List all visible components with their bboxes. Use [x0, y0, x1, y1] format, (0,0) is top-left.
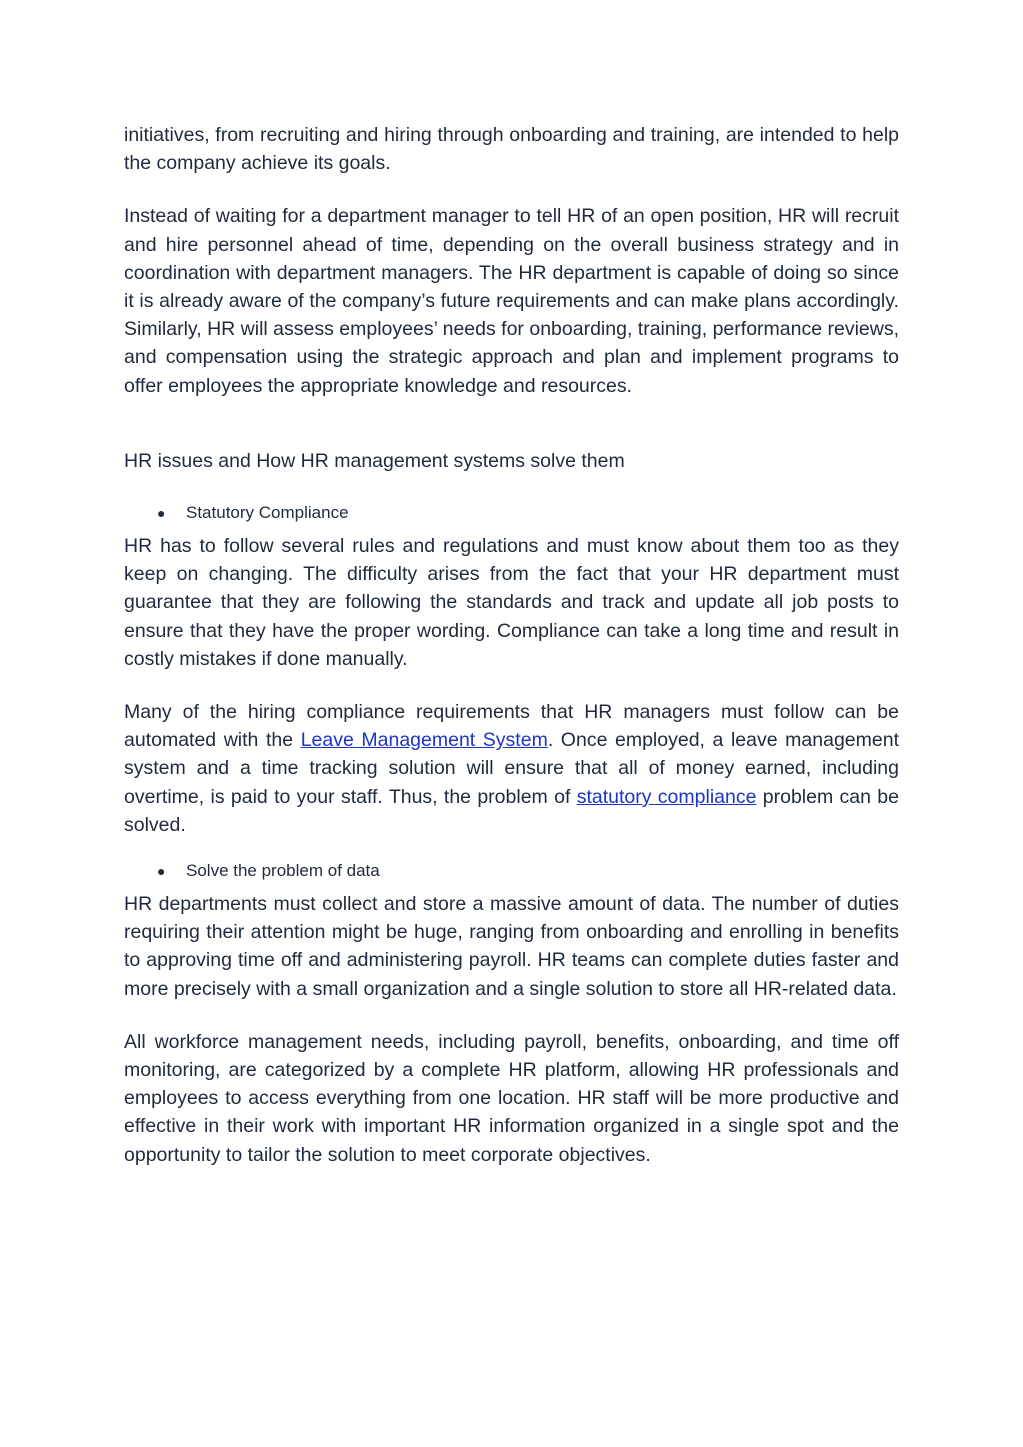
- compliance-text-b: . Once employed, a leave management system and a time tracking solution will ensure that all of money earned, including overtime, is paid to your staff. Thus, the problem of: [124, 729, 899, 808]
- document-page: [124, 121, 899, 1169]
- statutory-compliance-link[interactable]: statutory compliance: [576, 785, 757, 808]
- bullet-dot-icon: ●: [157, 505, 166, 522]
- data-paragraph-2: All workforce management needs, including payroll, benefits, onboarding, and time off monitoring, are categorized by a complete HR platform, allowing HR professionals and employees to access everything from one location. HR staff will be more productive and effective in their work with important HR information organized in a single spot and the opportunity to tailor the solution to meet corporate objectives.: [124, 1030, 899, 1166]
- leave-management-system-link[interactable]: Leave Management System: [300, 729, 548, 752]
- bullet-label: Statutory Compliance: [186, 503, 349, 523]
- bullet-statutory-compliance: [124, 500, 899, 526]
- data-paragraph-1: HR departments must collect and store a massive amount of data. The number of duties requiring their attention might be huge, ranging from onboarding and enrolling in benefits to approving time off and administering payroll. HR teams can complete duties faster and more precisely with a small organization and a single solution to store all HR-related data.: [124, 893, 899, 1000]
- compliance-paragraph-2: [124, 698, 899, 839]
- compliance-text-a: Many of the hiring compliance requirements that HR managers must follow can be automated with the: [124, 701, 899, 752]
- intro-paragraph: initiatives, from recruiting and hiring through onboarding and training, are intended to help the company achieve its goals.: [124, 124, 899, 175]
- section-heading: HR issues and How HR management systems solve them: [124, 449, 625, 472]
- bullet-label: Solve the problem of data: [186, 861, 380, 881]
- strategy-paragraph: Instead of waiting for a department manager to tell HR of an open position, HR will recruit and hire personnel ahead of time, depending on the overall business strategy and in coordination with department managers. The HR department is capable of doing so since it is already aware of the company’s future requirements and can make plans accordingly. Similarly, HR will assess employees’ needs for onboarding, training, performance reviews, and compensation using the strategic approach and plan and implement programs to offer employees the appropriate knowledge and resources.: [124, 205, 899, 397]
- compliance-text-c: problem can be solved.: [124, 785, 899, 836]
- bullet-solve-data: [124, 858, 899, 884]
- bullet-dot-icon: ●: [157, 863, 166, 880]
- compliance-paragraph-1: HR has to follow several rules and regulations and must know about them too as they keep on changing. The difficulty arises from the fact that your HR department must guarantee that they are following the standards and track and update all job posts to ensure that they have the proper wording. Compliance can take a long time and result in costly mistakes if done manually.: [124, 535, 899, 670]
